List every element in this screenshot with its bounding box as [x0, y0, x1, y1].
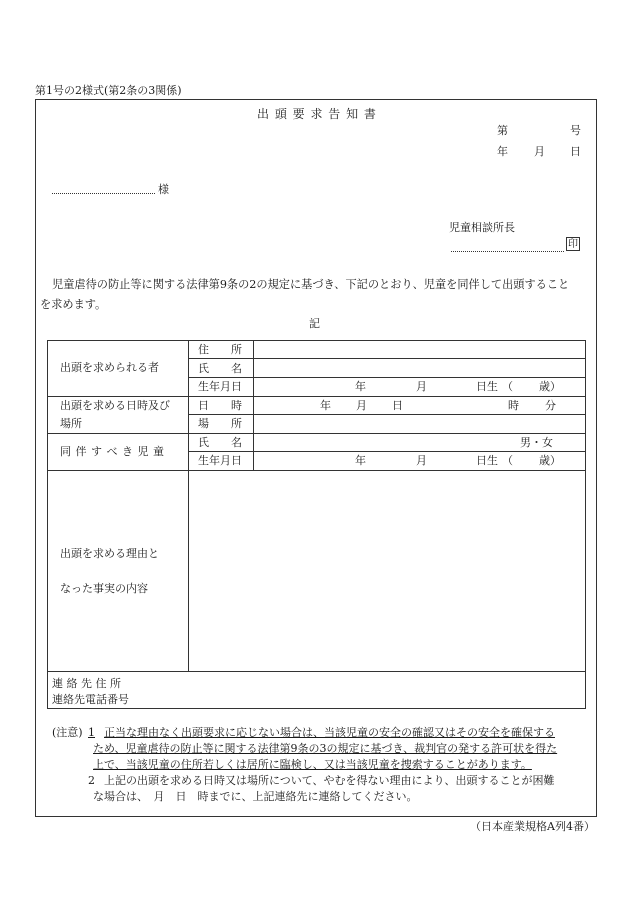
birth-age-close: 歳）	[539, 380, 561, 393]
date-year: 年	[497, 145, 508, 158]
datetime-field[interactable]	[254, 397, 585, 414]
contact-address-label: 連 絡 先 住 所	[52, 677, 121, 690]
note-2-line1: 上記の出頭を求める日時又は場所について、やむを得ない理由により、出頭することが困難	[104, 774, 555, 787]
child-header: 同 伴 す べ き 児 童	[60, 445, 165, 458]
note-1-line2: ため、児童虐待の防止等に関する法律第9条の3の規定に基づき、裁判官の発する許可状を得た	[93, 742, 558, 755]
date-day: 日	[570, 145, 581, 158]
child-name-label: 氏 名	[198, 436, 242, 449]
dt-hour: 時	[508, 399, 519, 412]
dt-minute: 分	[545, 399, 556, 412]
notes-label: (注意)	[52, 726, 83, 739]
reason-label-line2: なった事実の内容	[60, 582, 148, 595]
address-label: 住 所	[198, 343, 242, 356]
issuer-title: 児童相談所長	[449, 221, 515, 234]
body-line-2: を求めます。	[40, 298, 107, 311]
addressee-suffix: 様	[158, 183, 169, 196]
birth-year: 年	[355, 380, 366, 393]
footer-standard: （日本産業規格A列4番）	[470, 820, 595, 833]
datetime-header-line2: 場所	[60, 417, 82, 430]
birth-day-born: 日生	[476, 380, 498, 393]
child-birth-age-close: 歳）	[539, 454, 561, 467]
doc-number-label: 第	[497, 124, 508, 137]
dt-year: 年	[320, 399, 331, 412]
address-field[interactable]	[254, 341, 585, 358]
addressee-field[interactable]	[52, 193, 155, 194]
note-1-line1: 正当な理由なく出頭要求に応じない場合は、当該児童の安全の確認又はその安全を確保する	[104, 726, 555, 739]
child-birth-year: 年	[355, 454, 366, 467]
doc-number-suffix: 号	[570, 124, 581, 137]
body-line-1: 児童虐待の防止等に関する法律第9条の2の規定に基づき、下記のとおり、児童を同伴して出頭すること	[52, 278, 570, 291]
seal-stamp: 印	[568, 239, 578, 250]
birth-label: 生年月日	[198, 380, 242, 393]
child-gender[interactable]: 男・女	[520, 436, 553, 449]
ki-label: 記	[309, 317, 320, 330]
issuer-name-field[interactable]	[451, 251, 564, 252]
note-1-line3: 上で、当該児童の住所若しくは居所に臨検し、又は当該児童を捜索することがあります。	[93, 758, 532, 771]
name-label: 氏 名	[198, 362, 242, 375]
form-title: 出 頭 要 求 告 知 書	[257, 107, 377, 121]
datetime-header-line1: 出頭を求める日時及び	[60, 399, 170, 412]
note-1-number: 1	[88, 726, 95, 739]
child-birth-month: 月	[416, 454, 427, 467]
form-number: 第1号の2様式(第2条の3関係)	[35, 84, 182, 97]
note-2-number: 2	[88, 774, 95, 787]
name-field[interactable]	[254, 359, 585, 377]
child-birth-age-open: （	[502, 454, 513, 467]
person-header: 出頭を求められる者	[60, 361, 159, 374]
datetime-label: 日 時	[198, 399, 242, 412]
contact-phone-label: 連絡先電話番号	[52, 693, 129, 706]
child-birth-day-born: 日生	[476, 454, 498, 467]
birth-month: 月	[416, 380, 427, 393]
birth-age-open: （	[502, 380, 513, 393]
child-birth-label: 生年月日	[198, 454, 242, 467]
reason-label-line1: 出頭を求める理由と	[60, 547, 159, 560]
dt-month: 月	[356, 399, 367, 412]
dt-day: 日	[392, 399, 403, 412]
place-field[interactable]	[254, 415, 585, 433]
date-month: 月	[534, 145, 545, 158]
place-label: 場 所	[198, 417, 242, 430]
contact-field[interactable]	[150, 672, 585, 708]
reason-field[interactable]	[189, 471, 585, 671]
note-2-line2: な場合は、 月 日 時までに、上記連絡先に連絡してください。	[93, 790, 418, 803]
